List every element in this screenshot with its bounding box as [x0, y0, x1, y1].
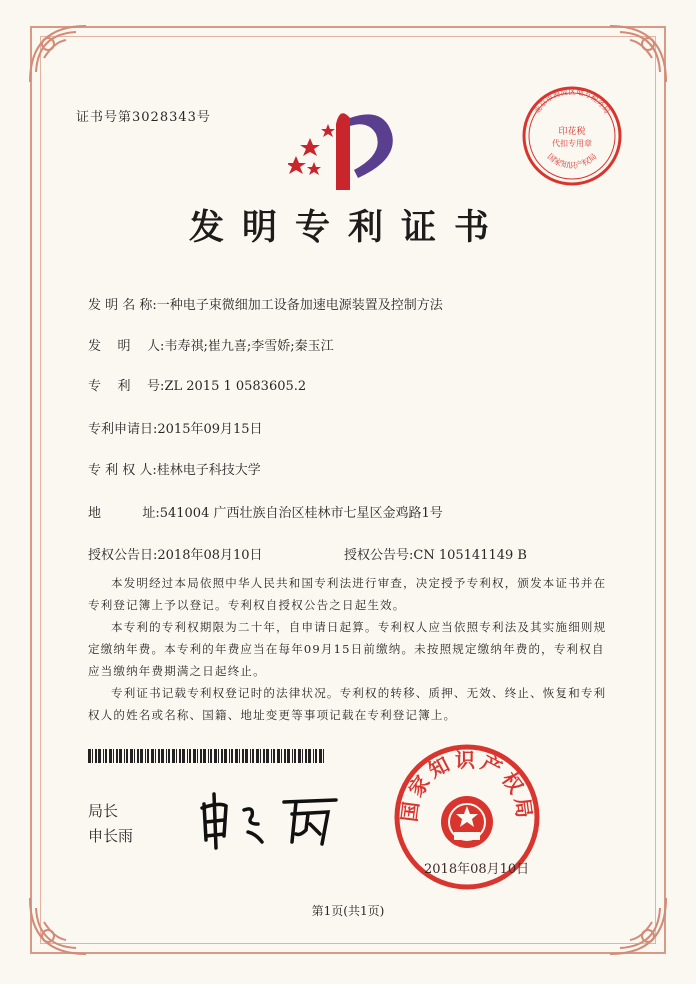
inventor-value: 韦寿祺;崔九喜;李雪娇;秦玉江	[164, 339, 334, 354]
paragraph-term: 本专利的专利权期限为二十年，自申请日起算。专利权人应当依照专利法及其实施细则规定缴纳年费。本专利的年费应当在每年09月15日前缴纳。未按照规定缴纳年费的，专利权自应当缴纳年费期满之日起终止。	[88, 620, 607, 678]
grant-date-value: 2018年08月10日	[157, 548, 263, 563]
corner-ornament-bottom-left	[26, 888, 96, 958]
certificate-title: 发明专利证书	[188, 208, 507, 248]
grant-number-label: 授权公告号:	[344, 548, 414, 563]
paragraph-legal-status: 专利证书记载专利权登记时的法律状况。专利权的转移、质押、无效、终止、恢复和专利权人的姓名或名称、国籍、地址变更等事项记载在专利登记簿上。	[88, 686, 607, 722]
address-value: 541004 广西壮族自治区桂林市七星区金鸡路1号	[159, 506, 443, 521]
corner-ornament-bottom-right	[600, 888, 670, 958]
grant-number-value: CN 105141149 B	[413, 548, 527, 563]
address-label: 地 址:	[88, 506, 160, 521]
patent-number-label: 专 利 号:	[88, 379, 165, 394]
inventor-row	[88, 335, 334, 354]
signer-role: 局长	[88, 802, 119, 820]
grant-date-row	[88, 544, 263, 563]
seal-date: 2018年08月10日	[424, 862, 530, 877]
corner-ornament-top-right	[600, 22, 670, 92]
svg-text:印花税: 印花税	[558, 127, 586, 137]
page-footer: 第1页(共1页)	[311, 904, 385, 918]
filing-date-row	[88, 418, 263, 437]
corner-ornament-top-left	[26, 22, 96, 92]
grant-number-row	[344, 544, 527, 563]
signer-name: 申长雨	[88, 827, 134, 845]
barcode	[88, 749, 328, 763]
invention-name-row	[88, 294, 443, 313]
grant-date-label: 授权公告日:	[88, 548, 158, 563]
svg-text:北京市海淀区地方税务局: 北京市海淀区地方税务局	[532, 86, 612, 116]
svg-text:国家知识产权局: 国家知识产权局	[545, 151, 599, 170]
patentee-row	[88, 459, 261, 478]
filing-date-value: 2015年09月15日	[157, 422, 263, 437]
invention-name-value: 一种电子束微细加工设备加速电源装置及控制方法	[156, 298, 443, 313]
svg-text:代扣专用章: 代扣专用章	[552, 139, 592, 148]
handwritten-signature	[196, 790, 356, 850]
body-text	[88, 572, 610, 726]
filing-date-label: 专利申请日:	[88, 422, 158, 437]
certificate-number: 证书号第3028343号	[76, 110, 211, 125]
svg-text:国家知识产权局: 国家知识产权局	[397, 747, 537, 824]
patentee-label: 专 利 权 人:	[88, 463, 157, 478]
patent-number-row	[88, 375, 306, 394]
paragraph-grant: 本发明经过本局依照中华人民共和国专利法进行审查，决定授予专利权，颁发本证书并在专利登记簿上予以登记。专利权自授权公告之日起生效。	[88, 576, 607, 612]
patent-number-value: ZL 2015 1 0583605.2	[164, 379, 307, 394]
address-row	[88, 502, 443, 521]
patent-office-logo	[288, 104, 408, 194]
invention-name-label: 发 明 名 称:	[88, 298, 157, 313]
stamp-duty-seal	[520, 84, 624, 188]
patentee-value: 桂林电子科技大学	[156, 463, 261, 478]
inventor-label: 发 明 人:	[88, 339, 165, 354]
